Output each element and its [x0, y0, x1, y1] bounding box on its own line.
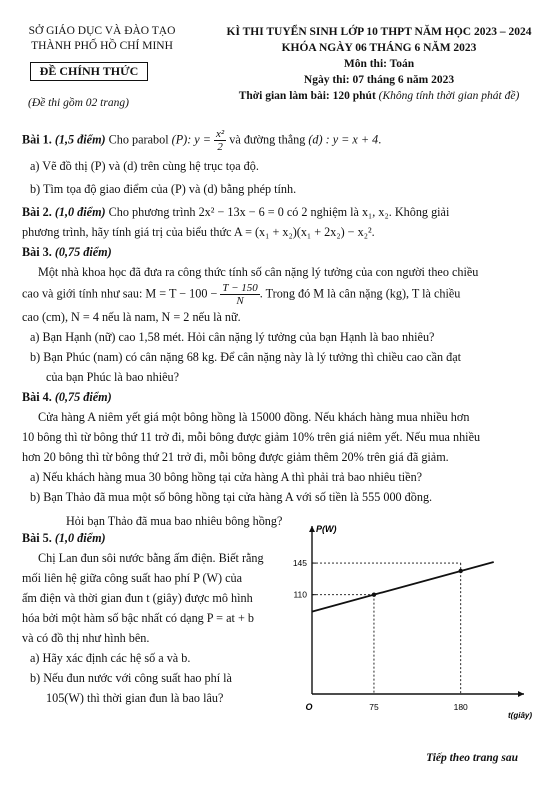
footer-note: Tiếp theo trang sau	[426, 752, 518, 764]
duration-note: (Không tính thời gian phát đề)	[378, 90, 520, 102]
department-line-2: THÀNH PHỐ HỒ CHÍ MINH	[31, 40, 173, 52]
bai1-intro-b: và đường thẳng	[229, 132, 306, 147]
parabola-name: (P)	[171, 132, 188, 147]
bai1-intro-a: Cho parabol	[108, 132, 169, 147]
bai4-points: (0,75 điểm)	[54, 390, 112, 404]
bai2-statement	[22, 202, 540, 222]
bai1-points: (1,5 điểm)	[54, 132, 106, 147]
exam-header	[212, 24, 546, 104]
bai1-label: Bài 1.	[22, 132, 52, 147]
bai3-formula-b: . Trong đó M là cân nặng (kg), T là chiều	[259, 286, 461, 301]
official-stamp: ĐỀ CHÍNH THỨC	[30, 62, 148, 81]
bai3-frac-num: T − 150	[222, 282, 258, 294]
bai4-label: Bài 4.	[22, 390, 52, 404]
bai3-formula-a: cao và giới tính như sau: M = T − 100 −	[22, 286, 218, 301]
duration-label: Thời gian làm bài: 120 phút	[238, 90, 376, 102]
power-time-graph	[290, 522, 540, 722]
parabola-numerator: x²	[216, 128, 225, 140]
bai4-part-b: b) Bạn Thảo đã mua một số bông hồng tại cửa hàng A với số tiền là 555 000 đồng.	[30, 490, 433, 504]
bai3-heading	[22, 242, 540, 262]
bai5-heading	[22, 528, 294, 548]
bai5-line-5: và có đồ thị như hình bên.	[22, 631, 150, 645]
bai3-part-b-2: của bạn Phúc là bao nhiêu?	[46, 370, 179, 384]
exam-day: Ngày thi: 07 tháng 6 năm 2023	[303, 74, 455, 86]
x-tick-label: 180	[453, 702, 468, 712]
exam-subject: Môn thi: Toán	[343, 58, 415, 70]
bai3-part-a: a) Bạn Hạnh (nữ) cao 1,58 mét. Hỏi cân nặng lý tưởng của bạn Hạnh là bao nhiêu?	[30, 330, 435, 344]
exam-duration	[212, 88, 546, 104]
bai2-points: (1,0 điểm)	[54, 205, 106, 219]
bai4-line-3: hơn 20 bông thì từ bông thứ 21 trở đi, mỗi bông được giảm thêm 20% trên giá đã giảm.	[22, 450, 449, 464]
bai3-fraction	[220, 282, 259, 307]
bai5-line-1: Chị Lan đun sôi nước bằng ấm điện. Biết rằng	[38, 551, 264, 565]
bai3-points: (0,75 điểm)	[54, 245, 112, 259]
origin-label: O	[305, 702, 313, 712]
x-axis-arrow	[518, 691, 524, 697]
bai2-label: Bài 2.	[22, 205, 52, 219]
bai3-part-b-1: b) Bạn Phúc (nam) có cân nặng 68 kg. Để cân nặng này là lý tưởng thì chiều cao cần đạt	[30, 350, 462, 364]
bai2-text-2: phương trình, hãy tính giá trị của biểu thức A = (x₁ + x₂)(x₁ + 2x₂) − x₂².	[22, 225, 375, 239]
y-tick-label: 145	[292, 558, 307, 569]
bai5-label: Bài 5.	[22, 531, 52, 545]
bai5-line-2: mối liên hệ giữa công suất hao phí P (W) của	[22, 571, 243, 585]
bai3-frac-den: N	[236, 295, 244, 307]
parabola-lhs: : y =	[187, 132, 211, 147]
bai1-part-b: b) Tìm tọa độ giao điểm của (P) và (d) bằng phép tính.	[30, 182, 297, 196]
bai3-label: Bài 3.	[22, 245, 52, 259]
pages-note: (Đề thi gồm 02 trang)	[28, 97, 129, 109]
bai5-block	[22, 528, 294, 708]
bai3-line-2	[22, 282, 540, 307]
x-axis-label: t(giây)	[508, 711, 532, 720]
bai4-heading	[22, 387, 540, 407]
bai2-text-1: Cho phương trình 2x² − 13x − 6 = 0 có 2 nghiệm là x₁, x₂. Không giải	[108, 205, 450, 219]
bai5-line-4: hóa bởi một hàm số bậc nhất có dạng P = at + b	[22, 611, 254, 625]
y-axis-arrow	[309, 526, 315, 532]
bai5-part-b-2: 105(W) thì thời gian đun là bao lâu?	[46, 691, 224, 705]
parabola-fraction	[214, 128, 226, 153]
bai4-question: Hỏi bạn Thảo đã mua bao nhiêu bông hồng?	[66, 514, 283, 528]
department-line-1: SỞ GIÁO DỤC VÀ ĐÀO TẠO	[28, 25, 176, 37]
bai5-part-b-1: b) Nếu đun nước với công suất hao phí là	[30, 671, 232, 685]
bai5-part-a: a) Hãy xác định các hệ số a và b.	[30, 651, 191, 665]
bai3-line-3: cao (cm), N = 4 nếu là nam, N = 2 nếu là nữ.	[22, 310, 241, 324]
y-tick-label: 110	[293, 589, 307, 600]
x-tick-label: 75	[369, 702, 379, 712]
data-point	[372, 592, 376, 596]
bai4-part-a: a) Nếu khách hàng mua 30 bông hồng tại cửa hàng A thì phải trả bao nhiêu tiền?	[30, 470, 423, 484]
y-axis-label: P(W)	[316, 524, 337, 534]
bai1-statement: Bài 1. (1,5 điểm) Cho parabol (P): y = $\frac{\text{x²}}{2}$ và đường thẳng (d) : y = x + 4.	[22, 128, 382, 153]
exam-date-line: KHÓA NGÀY 06 THÁNG 6 NĂM 2023	[281, 42, 477, 54]
department-header	[22, 24, 182, 54]
bai4-line-1: Cửa hàng A niêm yết giá một bông hồng là 15000 đồng. Nếu khách hàng mua nhiều hơn	[38, 410, 470, 424]
bai3-line-1: Một nhà khoa học đã đưa ra công thức tính số cân nặng lý tưởng của con người theo chiều	[38, 265, 479, 279]
parabola-denominator: 2	[217, 141, 223, 153]
bai1-part-a: a) Vẽ đồ thị (P) và (d) trên cùng hệ trục tọa độ.	[30, 159, 259, 173]
exam-title: KÌ THI TUYỂN SINH LỚP 10 THPT NĂM HỌC 2023 – 2024	[226, 26, 532, 38]
bai5-points: (1,0 điểm)	[54, 531, 106, 545]
bai5-line-3: ấm điện và thời gian đun t (giây) được mô hình	[22, 591, 253, 605]
exam-content	[22, 128, 540, 531]
bai4-line-2: 10 bông thì từ bông thứ 11 trở đi, mỗi bông được giảm 10% trên giá niêm yết. Nếu mua nhiều	[22, 430, 481, 444]
line-equation: (d) : y = x + 4	[308, 132, 379, 147]
power-line	[312, 562, 494, 612]
data-point	[458, 569, 462, 573]
